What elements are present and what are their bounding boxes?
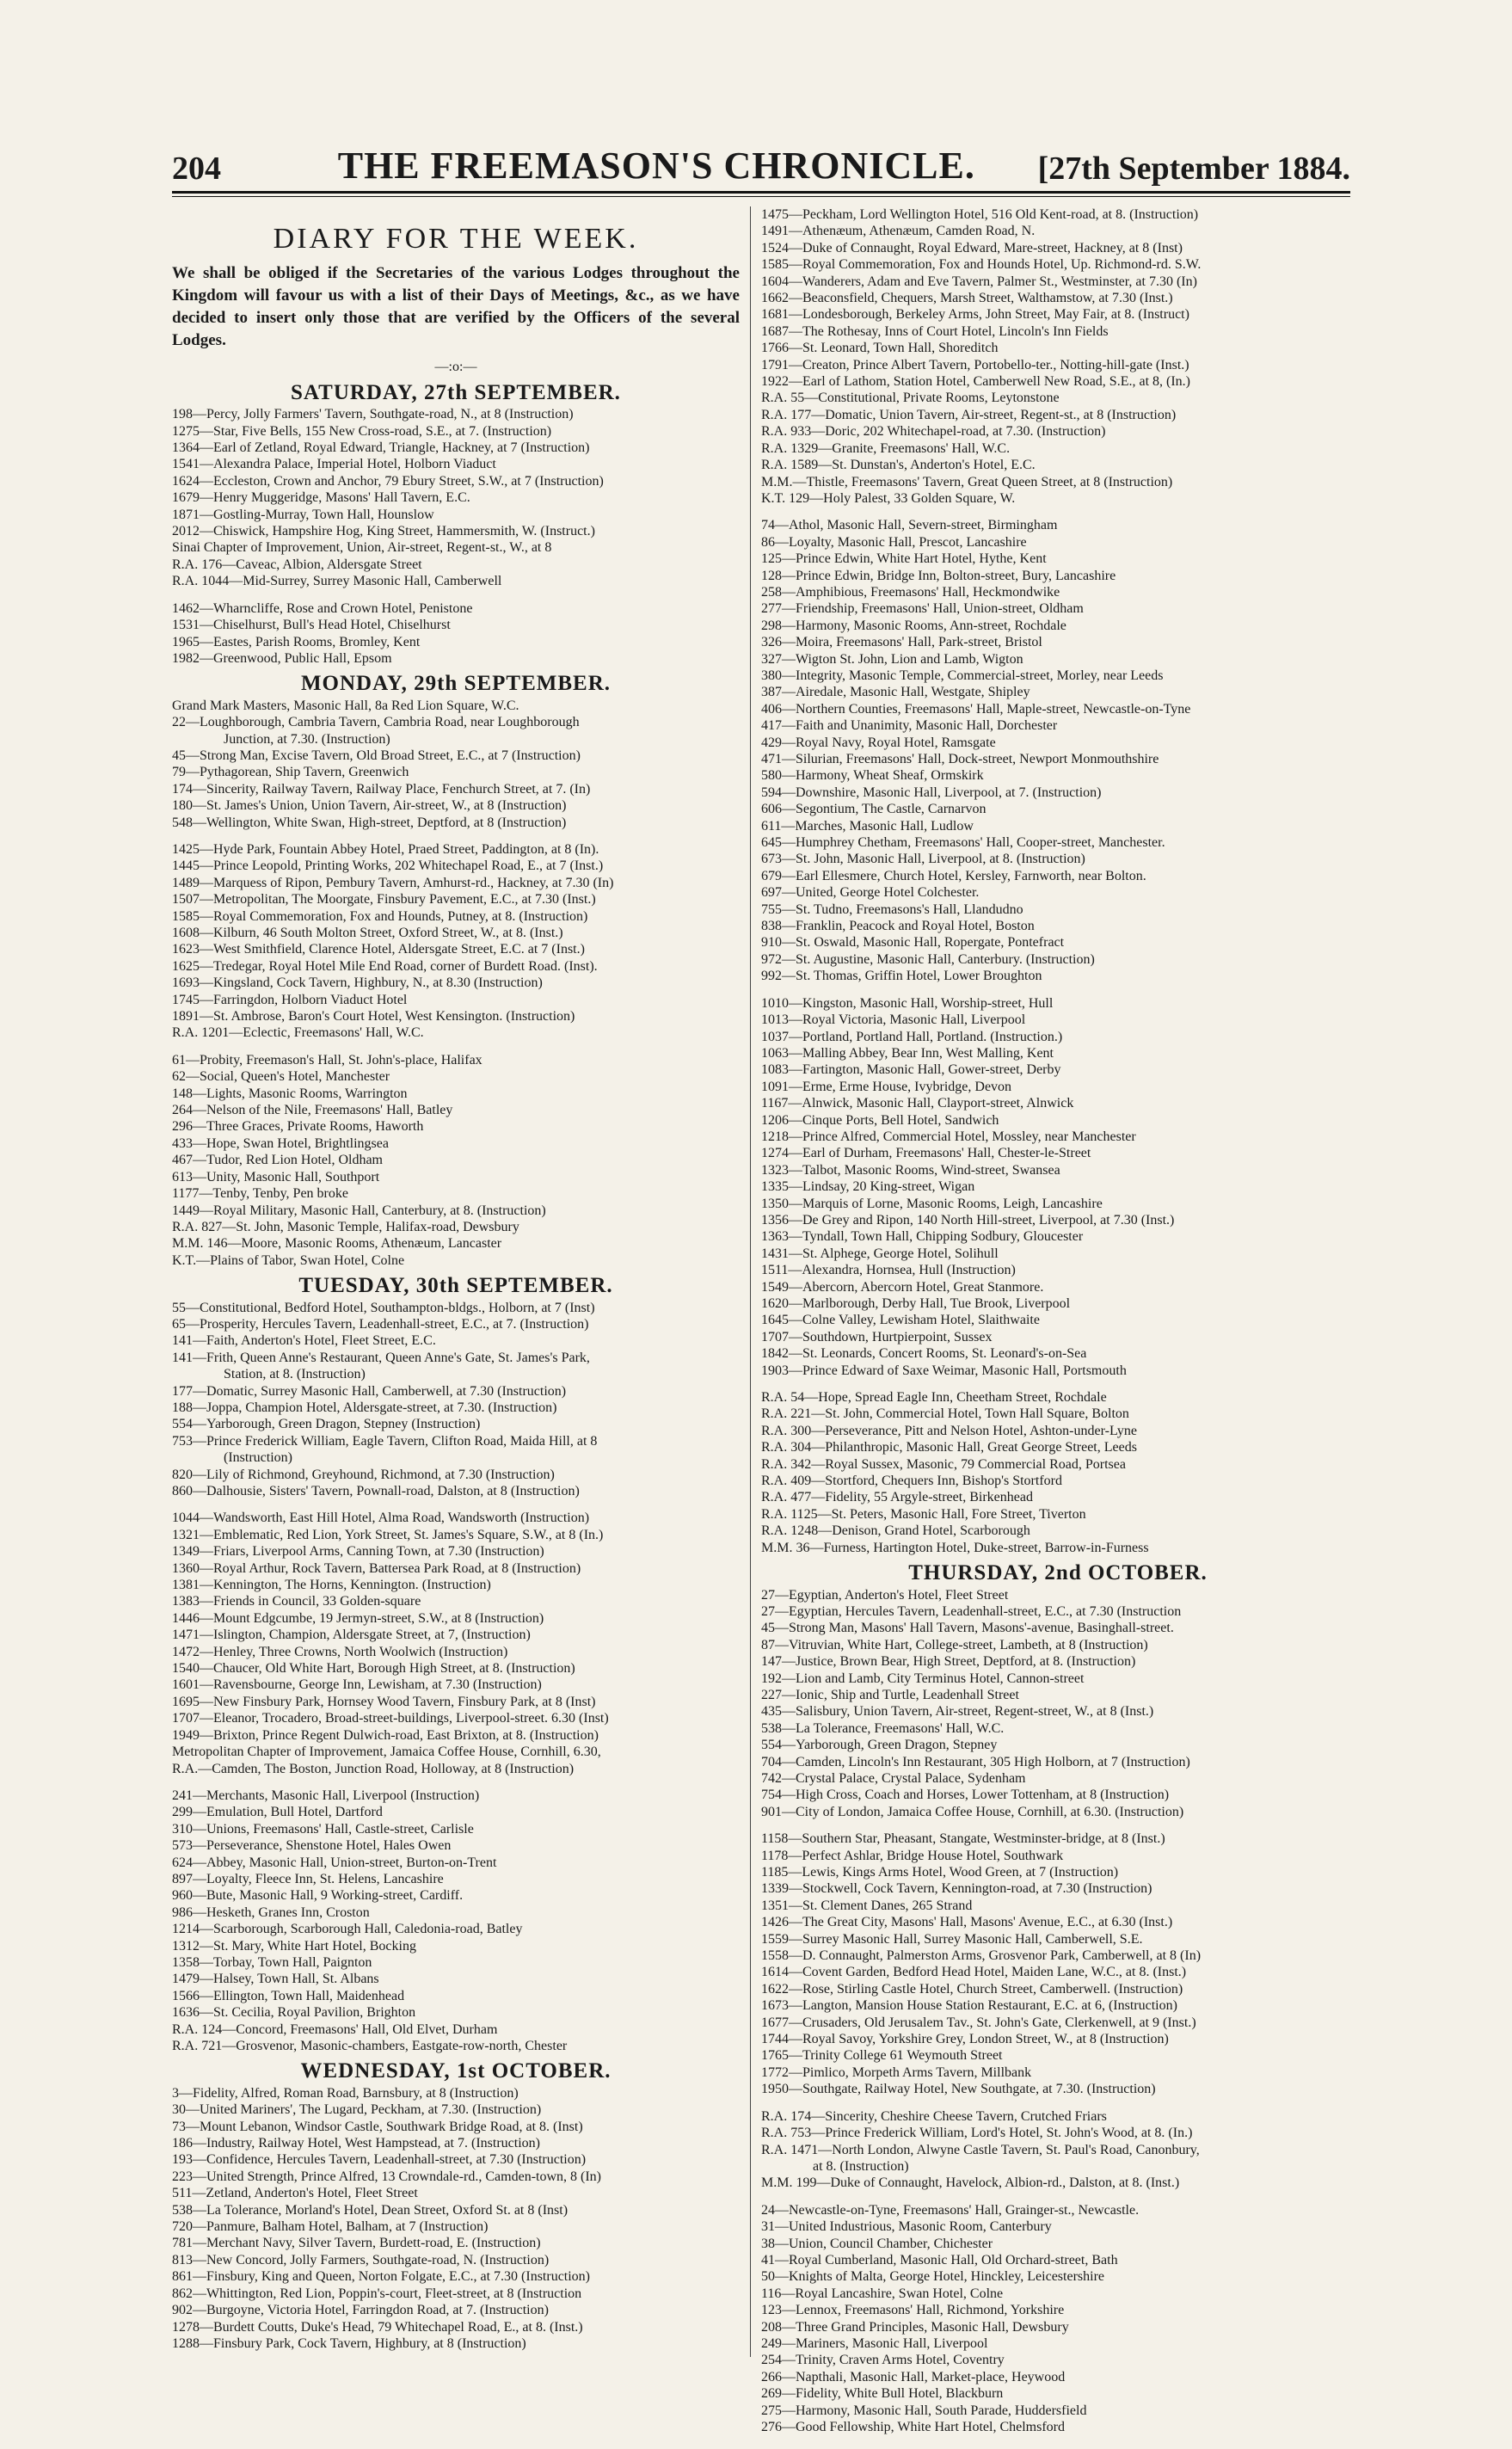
group-spacer — [761, 507, 1355, 517]
lodge-entry: 1524—Duke of Connaught, Royal Edward, Mare-street, Hackney, at 8 (Inst) — [761, 240, 1183, 255]
lodge-entry: 327—Wigton St. John, Lion and Lamb, Wigton — [761, 651, 1023, 667]
lodge-entry: 433—Hope, Swan Hotel, Brightlingsea — [172, 1135, 389, 1151]
lodge-entry: 1479—Halsey, Town Hall, St. Albans — [172, 1972, 379, 1987]
lodge-list — [761, 1831, 1355, 2098]
page-number: 204 — [172, 151, 221, 187]
lodge-entry: 1531—Chiselhurst, Bull's Head Hotel, Chiselhurst — [172, 618, 451, 633]
lodge-entry: 554—Yarborough, Green Dragon, Stepney (Instruction) — [172, 1417, 481, 1432]
group-spacer — [761, 2192, 1355, 2202]
lodge-entry: 1475—Peckham, Lord Wellington Hotel, 516 Old Kent-road, at 8. (Instruction) — [761, 207, 1199, 222]
lodge-entry: 1278—Burdett Coutts, Duke's Head, 79 Whitechapel Road, E., at 8. (Inst.) — [172, 2319, 583, 2335]
lodge-entry: 1356—De Grey and Ripon, 140 North Hill-street, Liverpool, at 7.30 (Inst.) — [761, 1212, 1175, 1228]
lodge-list — [172, 698, 740, 831]
lodge-entry: at 8. (Instruction) — [813, 2158, 909, 2174]
lodge-entry: 1614—Covent Garden, Bedford Head Hotel, Maiden Lane, W.C., at 8. (Inst.) — [761, 1965, 1187, 1980]
lodge-entry: R.A. 342—Royal Sussex, Masonic, 79 Commercial Road, Portsea — [761, 1456, 1126, 1472]
lodge-entry: 1471—Islington, Champion, Aldersgate Street, at 7, (Instruction) — [172, 1628, 531, 1643]
lodge-entry: 1681—Londesborough, Berkeley Arms, John Street, May Fair, at 8. (Instruct) — [761, 307, 1189, 323]
lodge-entry: R.A. 1589—St. Dunstan's, Anderton's Hotel, E.C. — [761, 458, 1036, 473]
lodge-entry: 1274—Earl of Durham, Freemasons' Hall, Chester-le-Street — [761, 1146, 1091, 1161]
lodge-entry: 1620—Marlborough, Derby Hall, Tue Brook, Liverpool — [761, 1296, 1071, 1311]
diary-intro: We shall be obliged if the Secretaries of the various Lodges throughout the Kingdom will favour us with a list of their Days of Meetings, &c., as we have decided to insert only those that are verified by the Officers of the several Lodges. — [172, 264, 740, 350]
lodge-entry: 1351—St. Clement Danes, 265 Strand — [761, 1898, 973, 1913]
lodge-list — [172, 2085, 740, 2353]
lodge-entry: 1462—Wharncliffe, Rose and Crown Hotel, Penistone — [172, 600, 473, 616]
lodge-entry: 1335—Lindsay, 20 King-street, Wigan — [761, 1179, 975, 1195]
lodge-entry: 79—Pythagorean, Ship Tavern, Greenwich — [172, 765, 409, 780]
group-spacer — [172, 1777, 740, 1788]
group-spacer — [761, 2098, 1355, 2108]
group-spacer — [172, 1499, 740, 1510]
lodge-entry: 1745—Farringdon, Holborn Viaduct Hotel — [172, 992, 408, 1007]
lodge-entry: 1679—Henry Muggeridge, Masons' Hall Tavern, E.C. — [172, 490, 470, 506]
group-spacer — [172, 1042, 740, 1052]
lodge-entry: 1624—Eccleston, Crown and Anchor, 79 Ebury Street, S.W., at 7 (Instruction) — [172, 473, 604, 489]
lodge-entry: K.T. 129—Holy Palest, 33 Golden Square, W. — [761, 490, 1016, 506]
day-section-wednesday — [172, 2059, 740, 2352]
lodge-entry: 624—Abbey, Masonic Hall, Union-street, Burton-on-Trent — [172, 1855, 497, 1870]
lodge-entry: 1288—Finsbury Park, Cock Tavern, Highbury, at 8 (Instruction) — [172, 2335, 526, 2351]
lodge-entry: 594—Downshire, Masonic Hall, Liverpool, at 7. (Instruction) — [761, 785, 1102, 800]
lodge-entry: 296—Three Graces, Private Rooms, Haworth — [172, 1119, 424, 1135]
lodge-entry: 1275—Star, Five Bells, 155 New Cross-road, S.E., at 7. (Instruction) — [172, 423, 552, 439]
lodge-entry: 897—Loyalty, Fleece Inn, St. Helens, Lancashire — [172, 1871, 444, 1886]
lodge-entry: R.A. 54—Hope, Spread Eagle Inn, Cheetham Street, Rochdale — [761, 1390, 1107, 1406]
lodge-entry: R.A. 1201—Eclectic, Freemasons' Hall, W.C. — [172, 1025, 424, 1041]
lodge-entry: 1559—Surrey Masonic Hall, Surrey Masonic Hall, Camberwell, S.E. — [761, 1931, 1143, 1947]
lodge-entry: 264—Nelson of the Nile, Freemasons' Hall, Batley — [172, 1103, 453, 1118]
lodge-entry: 38—Union, Council Chamber, Chichester — [761, 2236, 993, 2251]
lodge-entry: 299—Emulation, Bull Hotel, Dartford — [172, 1805, 383, 1820]
day-heading: MONDAY, 29th SEPTEMBER. — [300, 672, 612, 696]
lodge-entry: 1339—Stockwell, Cock Tavern, Kennington-road, at 7.30 (Instruction) — [761, 1881, 1152, 1897]
lodge-entry: 1695—New Finsbury Park, Hornsey Wood Tavern, Finsbury Park, at 8 (Inst) — [172, 1694, 596, 1709]
group-spacer — [761, 1379, 1355, 1389]
lodge-entry: 1842—St. Leonards, Concert Rooms, St. Leonard's-on-Sea — [761, 1346, 1087, 1362]
lodge-entry: 1636—St. Cecilia, Royal Pavilion, Brighton — [172, 2005, 416, 2021]
lodge-entry: 860—Dalhousie, Sisters' Tavern, Pownall-road, Dalston, at 8 (Instruction) — [172, 1484, 580, 1498]
lodge-entry: 1360—Royal Arthur, Rock Tavern, Battersea Park Road, at 8 (Instruction) — [172, 1560, 581, 1576]
lodge-entry: 1693—Kingsland, Cock Tavern, Highbury, N., at 8.30 (Instruction) — [172, 975, 543, 991]
lodge-entry: 1687—The Rothesay, Inns of Court Hotel, Lincoln's Inn Fields — [761, 323, 1109, 339]
lodge-entry: 720—Panmure, Balham Hotel, Balham, at 7 (Instruction) — [172, 2219, 489, 2235]
lodge-entry: 55—Constitutional, Bedford Hotel, Southampton-bldgs., Holborn, at 7 (Inst) — [172, 1300, 595, 1315]
header-rule-thin — [172, 196, 1350, 197]
lodge-entry: 1218—Prince Alfred, Commercial Hotel, Mossley, near Manchester — [761, 1129, 1136, 1144]
lodge-entry: 65—Prosperity, Hercules Tavern, Leadenhall-street, E.C., at 7. (Instruction) — [172, 1316, 589, 1332]
day-section-monday — [172, 672, 740, 1269]
lodge-entry: 141—Faith, Anderton's Hotel, Fleet Street, E.C. — [172, 1333, 436, 1349]
lodge-entry: 1791—Creaton, Prince Albert Tavern, Portobello-ter., Notting-hill-gate (Inst.) — [761, 357, 1189, 372]
lodge-entry: 147—Justice, Brown Bear, High Street, Deptford, at 8. (Instruction) — [761, 1654, 1136, 1670]
lodge-entry: 902—Burgoyne, Victoria Hotel, Farringdon Road, at 7. (Instruction) — [172, 2303, 549, 2318]
lodge-list — [761, 1587, 1355, 1821]
lodge-entry: 1321—Emblematic, Red Lion, York Street, St. James's Square, S.W., at 8 (In.) — [172, 1527, 604, 1542]
lodge-entry: 1349—Friars, Liverpool Arms, Canning Town, at 7.30 (Instruction) — [172, 1544, 544, 1560]
lodge-entry: R.A. 1471—North London, Alwyne Castle Tavern, St. Paul's Road, Canonbury, — [761, 2142, 1200, 2157]
lodge-entry: 1178—Perfect Ashlar, Bridge House Hotel, Southwark — [761, 1848, 1064, 1863]
lodge-entry: 1541—Alexandra Palace, Imperial Hotel, Holborn Viaduct — [172, 457, 496, 472]
day-heading: THURSDAY, 2nd OCTOBER. — [908, 1561, 1208, 1585]
section-separator: —:o:— — [434, 360, 477, 375]
lodge-entry: 1766—St. Leonard, Town Hall, Shoreditch — [761, 341, 999, 356]
lodge-entry: 174—Sincerity, Railway Tavern, Railway Place, Fenchurch Street, at 7. (In) — [172, 781, 591, 797]
lodge-entry: 972—St. Augustine, Masonic Hall, Canterbury. (Instruction) — [761, 951, 1095, 967]
lodge-entry: R.A. 177—Domatic, Union Tavern, Air-street, Regent-st., at 8 (Instruction) — [761, 407, 1177, 422]
lodge-list — [761, 995, 1355, 1379]
lodge-entry: 1364—Earl of Zetland, Royal Edward, Triangle, Hackney, at 7 (Instruction) — [172, 440, 590, 456]
lodge-entry: 266—Napthali, Masonic Hall, Market-place, Heywood — [761, 2369, 1066, 2384]
lodge-entry: 1312—St. Mary, White Hart Hotel, Bocking — [172, 1938, 416, 1954]
lodge-entry: 1350—Marquis of Lorne, Masonic Rooms, Leigh, Lancashire — [761, 1196, 1103, 1211]
lodge-entry: 41—Royal Cumberland, Masonic Hall, Old Orchard-street, Bath — [761, 2252, 1118, 2267]
lodge-entry: K.T.—Plains of Tabor, Swan Hotel, Colne — [172, 1252, 405, 1268]
lodge-entry: 1891—St. Ambrose, Baron's Court Hotel, West Kensington. (Instruction) — [172, 1009, 575, 1025]
lodge-entry: 754—High Cross, Coach and Horses, Lower Tottenham, at 8 (Instruction) — [761, 1788, 1170, 1803]
lodge-entry: 186—Industry, Railway Hotel, West Hampstead, at 7. (Instruction) — [172, 2136, 540, 2151]
lodge-entry: 1566—Ellington, Town Hall, Maidenhead — [172, 1988, 405, 2003]
column-divider — [750, 206, 751, 2357]
lodge-entry: 227—Ionic, Ship and Turtle, Leadenhall Street — [761, 1687, 1019, 1702]
lodge-entry: 986—Hesketh, Granes Inn, Croston — [172, 1904, 370, 1920]
lodge-entry: 1601—Ravensbourne, George Inn, Lewisham, at 7.30 (Instruction) — [172, 1677, 542, 1693]
lodge-entry: 538—La Tolerance, Morland's Hotel, Dean Street, Oxford St. at 8 (Inst) — [172, 2202, 569, 2218]
day-heading: TUESDAY, 30th SEPTEMBER. — [298, 1274, 613, 1298]
lodge-entry: 606—Segontium, The Castle, Carnarvon — [761, 802, 986, 817]
diary-title: DIARY FOR THE WEEK. — [273, 223, 639, 255]
lodge-entry: 45—Strong Man, Excise Tavern, Old Broad Street, E.C., at 7 (Instruction) — [172, 748, 581, 763]
lodge-entry: (Instruction) — [224, 1450, 292, 1466]
lodge-entry: 406—Northern Counties, Freemasons' Hall, Maple-street, Newcastle-on-Tyne — [761, 701, 1191, 717]
lodge-entry: 1608—Kilburn, 46 South Molton Street, Oxford Street, W., at 8. (Inst.) — [172, 926, 563, 940]
lodge-entry: 1381—Kennington, The Horns, Kennington. (Instruction) — [172, 1578, 491, 1593]
lodge-entry: 417—Faith and Unanimity, Masonic Hall, Dorchester — [761, 718, 1058, 734]
lodge-entry: 1091—Erme, Erme House, Ivybridge, Devon — [761, 1079, 1012, 1094]
lodge-entry: R.A. 55—Constitutional, Private Rooms, Leytonstone — [761, 391, 1060, 406]
lodge-entry: 387—Airedale, Masonic Hall, Westgate, Shipley — [761, 685, 1030, 700]
lodge-entry: 992—St. Thomas, Griffin Hotel, Lower Broughton — [761, 969, 1042, 984]
lodge-list — [172, 1300, 740, 1500]
lodge-entry: 128—Prince Edwin, Bridge Inn, Bolton-street, Bury, Lancashire — [761, 568, 1116, 583]
lodge-entry: 580—Harmony, Wheat Sheaf, Ormskirk — [761, 768, 984, 784]
lodge-entry: 123—Lennox, Freemasons' Hall, Richmond, Yorkshire — [761, 2303, 1065, 2318]
lodge-entry: 1540—Chaucer, Old White Hart, Borough High Street, at 8. (Instruction) — [172, 1661, 575, 1677]
lodge-entry: 1623—West Smithfield, Clarence Hotel, Aldersgate Street, E.C. at 7 (Inst.) — [172, 942, 585, 957]
lodge-entry: 910—St. Oswald, Masonic Hall, Ropergate, Pontefract — [761, 935, 1065, 951]
lodge-entry: 223—United Strength, Prince Alfred, 13 Crowndale-rd., Camden-town, 8 (In) — [172, 2169, 602, 2184]
lodge-entry: 471—Silurian, Freemasons' Hall, Dock-street, Newport Monmouthshire — [761, 752, 1159, 766]
lodge-entry: 50—Knights of Malta, George Hotel, Hinckley, Leicestershire — [761, 2269, 1104, 2285]
lodge-entry: R.A. 1044—Mid-Surrey, Surrey Masonic Hall, Camberwell — [172, 574, 502, 589]
lodge-entry: 22—Loughborough, Cambria Tavern, Cambria Road, near Loughborough — [172, 715, 580, 730]
lodge-entry: 1922—Earl of Lathom, Station Hotel, Camberwell New Road, S.E., at 8, (In.) — [761, 374, 1191, 390]
lodge-entry: 1489—Marquess of Ripon, Pembury Tavern, Amhurst-rd., Hackney, at 7.30 (In) — [172, 875, 614, 890]
lodge-entry: 862—Whittington, Red Lion, Poppin's-court, Fleet-street, at 8 (Instruction — [172, 2286, 582, 2301]
lodge-entry: 2012—Chiswick, Hampshire Hog, King Street, Hammersmith, W. (Instruct.) — [172, 524, 595, 539]
lodge-entry: 24—Newcastle-on-Tyne, Freemasons' Hall, Grainger-st., Newcastle. — [761, 2202, 1140, 2218]
lodge-entry: 1446—Mount Edgcumbe, 19 Jermyn-street, S.W., at 8 (Instruction) — [172, 1610, 544, 1626]
issue-date: [27th September 1884. — [1037, 151, 1350, 187]
lodge-entry: 1673—Langton, Mansion House Station Restaurant, E.C. at 6, (Instruction) — [761, 1998, 1177, 2014]
lodge-entry: 148—Lights, Masonic Rooms, Warrington — [172, 1086, 408, 1101]
lodge-entry: 1010—Kingston, Masonic Hall, Worship-street, Hull — [761, 995, 1054, 1011]
lodge-entry: 861—Finsbury, King and Queen, Norton Folgate, E.C., at 7.30 (Instruction) — [172, 2269, 591, 2285]
group-spacer — [172, 590, 740, 600]
lodge-entry: 326—Moira, Freemasons' Hall, Park-street, Bristol — [761, 635, 1042, 650]
lodge-entry: 380—Integrity, Masonic Temple, Commercial-street, Morley, near Leeds — [761, 668, 1164, 683]
lodge-entry: M.M. 36—Furness, Hartington Hotel, Duke-street, Barrow-in-Furness — [761, 1540, 1149, 1555]
lodge-entry: 1707—Southdown, Hurtpierpoint, Sussex — [761, 1329, 993, 1344]
lodge-entry: 538—La Tolerance, Freemasons' Hall, W.C. — [761, 1720, 1005, 1736]
lodge-entry: 1431—St. Alphege, George Hotel, Solihull — [761, 1246, 999, 1261]
lodge-entry: 1363—Tyndall, Town Hall, Chipping Sodbury, Gloucester — [761, 1229, 1084, 1245]
lodge-entry: 27—Egyptian, Anderton's Hotel, Fleet Street — [761, 1587, 1009, 1603]
lodge-entry: 548—Wellington, White Swan, High-street, Deptford, at 8 (Instruction) — [172, 815, 567, 830]
lodge-entry: 1013—Royal Victoria, Masonic Hall, Liverpool — [761, 1012, 1026, 1028]
lodge-entry: 573—Perseverance, Shenstone Hotel, Hales Owen — [172, 1838, 452, 1854]
lodge-entry: 781—Merchant Navy, Silver Tavern, Burdett-road, E. (Instruction) — [172, 2236, 541, 2251]
lodge-entry: 511—Zetland, Anderton's Hotel, Fleet Street — [172, 2186, 418, 2201]
lodge-entry: 901—City of London, Jamaica Coffee House, Cornhill, at 6.30. (Instruction) — [761, 1804, 1184, 1819]
lodge-entry: 1903—Prince Edward of Saxe Weimar, Masonic Hall, Portsmouth — [761, 1363, 1127, 1378]
lodge-entry: Sinai Chapter of Improvement, Union, Air-street, Regent-st., W., at 8 — [172, 540, 552, 556]
lodge-entry: 258—Amphibious, Freemasons' Hall, Heckmondwike — [761, 584, 1060, 600]
lodge-entry: 1214—Scarborough, Scarborough Hall, Caledonia-road, Batley — [172, 1922, 523, 1937]
lodge-entry: 679—Earl Ellesmere, Church Hotel, Kersley, Farnworth, near Bolton. — [761, 868, 1146, 883]
lodge-entry: 141—Frith, Queen Anne's Restaurant, Queen Anne's Gate, St. James's Park, — [172, 1350, 590, 1365]
day-heading: WEDNESDAY, 1st OCTOBER. — [300, 2059, 612, 2083]
lodge-entry: 208—Three Grand Principles, Masonic Hall, Dewsbury — [761, 2319, 1069, 2335]
lodge-entry: 249—Mariners, Masonic Hall, Liverpool — [761, 2335, 988, 2351]
lodge-entry: 1507—Metropolitan, The Moorgate, Finsbury Pavement, E.C., at 7.30 (Inst.) — [172, 892, 596, 908]
lodge-list — [172, 600, 740, 668]
day-section-wednesday-cont — [761, 206, 1355, 1556]
lodge-entry: 241—Merchants, Masonic Hall, Liverpool (Instruction) — [172, 1788, 480, 1803]
lodge-entry: M.M.—Thistle, Freemasons' Tavern, Great Queen Street, at 8 (Instruction) — [761, 474, 1173, 489]
right-column — [761, 206, 1355, 2434]
lodge-entry: 1772—Pimlico, Morpeth Arms Tavern, Millbank — [761, 2064, 1032, 2080]
lodge-entry: 45—Strong Man, Masons' Hall Tavern, Masons'-avenue, Basinghall-street. — [761, 1621, 1174, 1636]
lodge-entry: 1206—Cinque Ports, Bell Hotel, Sandwich — [761, 1112, 999, 1128]
lodge-entry: 298—Harmony, Masonic Rooms, Ann-street, Rochdale — [761, 618, 1066, 633]
lodge-entry: 61—Probity, Freemason's Hall, St. John's-place, Halifax — [172, 1052, 482, 1068]
lodge-entry: 188—Joppa, Champion Hotel, Aldersgate-street, at 7.30. (Instruction) — [172, 1400, 557, 1415]
lodge-entry: 1604—Wanderers, Adam and Eve Tavern, Palmer St., Westminster, at 7.30 (In) — [761, 274, 1197, 289]
lodge-entry: 742—Crystal Palace, Crystal Palace, Sydenham — [761, 1770, 1026, 1786]
lodge-entry: 1158—Southern Star, Pheasant, Stangate, Westminster-bridge, at 8 (Inst.) — [761, 1831, 1165, 1847]
lodge-entry: 1037—Portland, Portland Hall, Portland. (Instruction.) — [761, 1029, 1063, 1044]
lodge-entry: R.A. 1329—Granite, Freemasons' Hall, W.C. — [761, 440, 1011, 456]
lodge-entry: 125—Prince Edwin, White Hart Hotel, Hythe, Kent — [761, 551, 1047, 567]
lodge-list — [172, 1510, 740, 1777]
lodge-entry: 611—Marches, Masonic Hall, Ludlow — [761, 818, 974, 834]
lodge-entry: 254—Trinity, Craven Arms Hotel, Coventry — [761, 2353, 1005, 2368]
lodge-entry: 1949—Brixton, Prince Regent Dulwich-road, East Brixton, at 8. (Instruction) — [172, 1727, 599, 1743]
lodge-list — [172, 841, 740, 1042]
lodge-entry: R.A. 304—Philanthropic, Masonic Hall, Great George Street, Leeds — [761, 1440, 1137, 1455]
lodge-entry: 1950—Southgate, Railway Hotel, New Southgate, at 7.30. (Instruction) — [761, 2082, 1156, 2097]
lodge-entry: Grand Mark Masters, Masonic Hall, 8a Red Lion Square, W.C. — [172, 698, 519, 713]
lodge-entry: 1677—Crusaders, Old Jerusalem Tav., St. John's Gate, Clerkenwell, at 9 (Inst.) — [761, 2015, 1196, 2030]
lodge-entry: 1383—Friends in Council, 33 Golden-square — [172, 1594, 421, 1609]
lodge-entry: 467—Tudor, Red Lion Hotel, Oldham — [172, 1153, 383, 1168]
lodge-entry: 1445—Prince Leopold, Printing Works, 202 Whitechapel Road, E., at 7 (Inst.) — [172, 858, 604, 874]
lodge-entry: 1511—Alexandra, Hornsea, Hull (Instruction) — [761, 1263, 1016, 1278]
lodge-entry: R.A. 477—Fidelity, 55 Argyle-street, Birkenhead — [761, 1490, 1033, 1505]
lodge-entry: 1491—Athenæum, Athenæum, Camden Road, N. — [761, 224, 1036, 239]
lodge-entry: Station, at 8. (Instruction) — [224, 1367, 366, 1382]
lodge-list — [761, 206, 1355, 507]
lodge-entry: R.A. 300—Perseverance, Pitt and Nelson Hotel, Ashton-under-Lyne — [761, 1423, 1137, 1438]
lodge-entry: 1044—Wandsworth, East Hill Hotel, Alma Road, Wandsworth (Instruction) — [172, 1511, 590, 1526]
lodge-entry: R.A. 124—Concord, Freemasons' Hall, Old Elvet, Durham — [172, 2021, 498, 2037]
lodge-entry: R.A. 1248—Denison, Grand Hotel, Scarborough — [761, 1523, 1030, 1539]
lodge-entry: Metropolitan Chapter of Improvement, Jamaica Coffee House, Cornhill, 6.30, — [172, 1744, 601, 1760]
lodge-entry: 87—Vitruvian, White Hart, College-street, Lambeth, at 8 (Instruction) — [761, 1637, 1148, 1652]
lodge-entry: 1449—Royal Military, Masonic Hall, Canterbury, at 8. (Instruction) — [172, 1203, 546, 1218]
lodge-entry: 1063—Malling Abbey, Bear Inn, West Malling, Kent — [761, 1045, 1054, 1061]
lodge-entry: R.A. 1125—St. Peters, Masonic Hall, Fore Street, Tiverton — [761, 1506, 1086, 1522]
lodge-entry: 1185—Lewis, Kings Arms Hotel, Wood Green, at 7 (Instruction) — [761, 1865, 1119, 1880]
lodge-entry: 1744—Royal Savoy, Yorkshire Grey, London Street, W., at 8 (Instruction) — [761, 2032, 1169, 2047]
lodge-entry: 1083—Fartington, Masonic Hall, Gower-street, Derby — [761, 1062, 1061, 1078]
lodge-entry: 753—Prince Frederick William, Eagle Tavern, Clifton Road, Maida Hill, at 8 — [172, 1433, 598, 1449]
lodge-entry: R.A. 176—Caveac, Albion, Aldersgate Street — [172, 557, 422, 572]
lodge-list — [172, 1788, 740, 2055]
left-column — [172, 206, 740, 2391]
lodge-entry: 1982—Greenwood, Public Hall, Epsom — [172, 650, 392, 666]
lodge-entry: 3—Fidelity, Alfred, Roman Road, Barnsbury, at 8 (Instruction) — [172, 2085, 519, 2101]
lodge-entry: 1662—Beaconsfield, Chequers, Marsh Street, Walthamstow, at 7.30 (Inst.) — [761, 291, 1173, 306]
lodge-entry: 192—Lion and Lamb, City Terminus Hotel, Cannon-street — [761, 1671, 1085, 1686]
lodge-entry: 198—Percy, Jolly Farmers' Tavern, Southgate-road, N., at 8 (Instruction) — [172, 407, 574, 422]
lodge-entry: 180—St. James's Union, Union Tavern, Air-street, W., at 8 (Instruction) — [172, 798, 567, 814]
lodge-list — [761, 517, 1355, 984]
lodge-entry: 1585—Royal Commemoration, Fox and Hounds, Putney, at 8. (Instruction) — [172, 908, 588, 924]
lodge-list — [761, 1389, 1355, 1556]
lodge-entry: 1177—Tenby, Tenby, Pen broke — [172, 1186, 348, 1202]
lodge-entry: R.A. 933—Doric, 202 Whitechapel-road, at 7.30. (Instruction) — [761, 424, 1106, 440]
lodge-entry: 673—St. John, Masonic Hall, Liverpool, at 8. (Instruction) — [761, 852, 1085, 867]
day-heading: SATURDAY, 27th SEPTEMBER. — [291, 380, 621, 404]
lodge-entry: 193—Confidence, Hercules Tavern, Leadenhall-street, at 7.30 (Instruction) — [172, 2152, 587, 2168]
lodge-entry: 1549—Abercorn, Abercorn Hotel, Great Stanmore. — [761, 1279, 1044, 1295]
lodge-entry: 613—Unity, Masonic Hall, Southport — [172, 1169, 380, 1185]
lodge-entry: 1645—Colne Valley, Lewisham Hotel, Slaithwaite — [761, 1313, 1040, 1328]
lodge-entry: 116—Royal Lancashire, Swan Hotel, Colne — [761, 2286, 1004, 2301]
day-section-tuesday — [172, 1274, 740, 2054]
lodge-list — [172, 406, 740, 589]
lodge-entry: 820—Lily of Richmond, Greyhound, Richmond, at 7.30 (Instruction) — [172, 1467, 555, 1482]
lodge-entry: M.M. 146—Moore, Masonic Rooms, Athenæum, Lancaster — [172, 1236, 502, 1252]
lodge-entry: R.A. 221—St. John, Commercial Hotel, Town Hall Square, Bolton — [761, 1406, 1129, 1422]
day-section-saturday — [172, 380, 740, 668]
lodge-entry: 1871—Gostling-Murray, Town Hall, Hounslow — [172, 507, 434, 522]
group-spacer — [172, 831, 740, 841]
lodge-entry: 1323—Talbot, Masonic Rooms, Wind-street, Swansea — [761, 1162, 1060, 1178]
lodge-entry: 1558—D. Connaught, Palmerston Arms, Grosvenor Park, Camberwell, at 8 (In) — [761, 1948, 1202, 1964]
lodge-entry: Junction, at 7.30. (Instruction) — [224, 731, 390, 747]
lodge-entry: 1625—Tredegar, Royal Hotel Mile End Road, corner of Burdett Road. (Inst). — [172, 958, 598, 974]
lodge-entry: 74—Athol, Masonic Hall, Severn-street, Birmingham — [761, 518, 1058, 533]
lodge-entry: 429—Royal Navy, Royal Hotel, Ramsgate — [761, 735, 996, 750]
header-rule — [172, 191, 1350, 194]
lodge-list — [761, 2108, 1355, 2192]
lodge-entry: R.A. 409—Stortford, Chequers Inn, Bishop's Stortford — [761, 1474, 1062, 1489]
lodge-entry: 310—Unions, Freemasons' Hall, Castle-street, Carlisle — [172, 1821, 474, 1837]
lodge-entry: 31—United Industrious, Masonic Room, Canterbury — [761, 2219, 1052, 2235]
lodge-entry: 1707—Eleanor, Trocadero, Broad-street-buildings, Liverpool-street. 6.30 (Inst) — [172, 1711, 609, 1726]
lodge-entry: 177—Domatic, Surrey Masonic Hall, Camberwell, at 7.30 (Instruction) — [172, 1383, 567, 1399]
lodge-entry: 645—Humphrey Chetham, Freemasons' Hall, Cooper-street, Manchester. — [761, 835, 1165, 851]
lodge-entry: R.A. 174—Sincerity, Cheshire Cheese Tavern, Crutched Friars — [761, 2108, 1107, 2124]
lodge-entry: R.A. 827—St. John, Masonic Temple, Halifax-road, Dewsbury — [172, 1219, 519, 1234]
lodge-entry: 86—Loyalty, Masonic Hall, Prescot, Lancashire — [761, 534, 1027, 550]
lodge-entry: 27—Egyptian, Hercules Tavern, Leadenhall-street, E.C., at 7.30 (Instruction — [761, 1603, 1182, 1619]
lodge-entry: 62—Social, Queen's Hotel, Manchester — [172, 1069, 390, 1085]
lodge-entry: R.A. 753—Prince Frederick William, Lord's Hotel, St. John's Wood, at 8. (In.) — [761, 2126, 1193, 2141]
lodge-entry: M.M. 199—Duke of Connaught, Havelock, Albion-rd., Dalston, at 8. (Inst.) — [761, 2175, 1180, 2191]
lodge-entry: 276—Good Fellowship, White Hart Hotel, Chelmsford — [761, 2420, 1065, 2434]
lodge-entry: 1622—Rose, Stirling Castle Hotel, Church Street, Camberwell. (Instruction) — [761, 1981, 1183, 1997]
lodge-entry: 1358—Torbay, Town Hall, Paignton — [172, 1954, 372, 1970]
day-section-thursday — [761, 1561, 1355, 2435]
lodge-entry: 697—United, George Hotel Colchester. — [761, 885, 980, 901]
group-spacer — [761, 985, 1355, 995]
lodge-entry: 30—United Mariners', The Lugard, Peckham, at 7.30. (Instruction) — [172, 2102, 542, 2118]
lodge-entry: 73—Mount Lebanon, Windsor Castle, Southwark Bridge Road, at 8. (Inst) — [172, 2119, 583, 2134]
lodge-entry: 1585—Royal Commemoration, Fox and Hounds Hotel, Up. Richmond-rd. S.W. — [761, 257, 1202, 273]
lodge-entry: 813—New Concord, Jolly Farmers, Southgate-road, N. (Instruction) — [172, 2252, 550, 2267]
lodge-entry: 755—St. Tudno, Freemasons's Hall, Llandudno — [761, 901, 1023, 917]
lodge-entry: 1425—Hyde Park, Fountain Abbey Hotel, Praed Street, Paddington, at 8 (In). — [172, 841, 599, 857]
lodge-entry: 1472—Henley, Three Crowns, North Woolwich (Instruction) — [172, 1644, 508, 1659]
lodge-entry: 269—Fidelity, White Bull Hotel, Blackburn — [761, 2386, 1004, 2402]
lodge-entry: 277—Friendship, Freemasons' Hall, Union-street, Oldham — [761, 601, 1084, 617]
lodge-entry: R.A. 721—Grosvenor, Masonic-chambers, Eastgate-row-north, Chester — [172, 2039, 568, 2053]
lodge-entry: 1426—The Great City, Masons' Hall, Masons' Avenue, E.C., at 6.30 (Inst.) — [761, 1915, 1173, 1930]
group-spacer — [761, 1820, 1355, 1831]
lodge-entry: 704—Camden, Lincoln's Inn Restaurant, 305 High Holborn, at 7 (Instruction) — [761, 1754, 1190, 1769]
lodge-entry: 435—Salisbury, Union Tavern, Air-street, Regent-street, W., at 8 (Inst.) — [761, 1704, 1154, 1720]
lodge-entry: 275—Harmony, Masonic Hall, South Parade, Huddersfield — [761, 2403, 1087, 2418]
lodge-entry: 1167—Alnwick, Masonic Hall, Clayport-street, Alnwick — [761, 1096, 1074, 1111]
lodge-entry: 838—Franklin, Peacock and Royal Hotel, Boston — [761, 919, 1035, 934]
lodge-entry: 1965—Eastes, Parish Rooms, Bromley, Kent — [172, 634, 421, 649]
lodge-entry: 960—Bute, Masonic Hall, 9 Working-street, Cardiff. — [172, 1888, 464, 1904]
lodge-list — [172, 1052, 740, 1269]
lodge-entry: 1765—Trinity College 61 Weymouth Street — [761, 2048, 1003, 2064]
lodge-entry: R.A.—Camden, The Boston, Junction Road, Holloway, at 8 (Instruction) — [172, 1761, 575, 1776]
lodge-entry: 554—Yarborough, Green Dragon, Stepney — [761, 1738, 998, 1753]
masthead-title: THE FREEMASON'S CHRONICLE. — [337, 145, 975, 187]
page-header — [172, 145, 1350, 188]
lodge-list — [761, 2202, 1355, 2436]
